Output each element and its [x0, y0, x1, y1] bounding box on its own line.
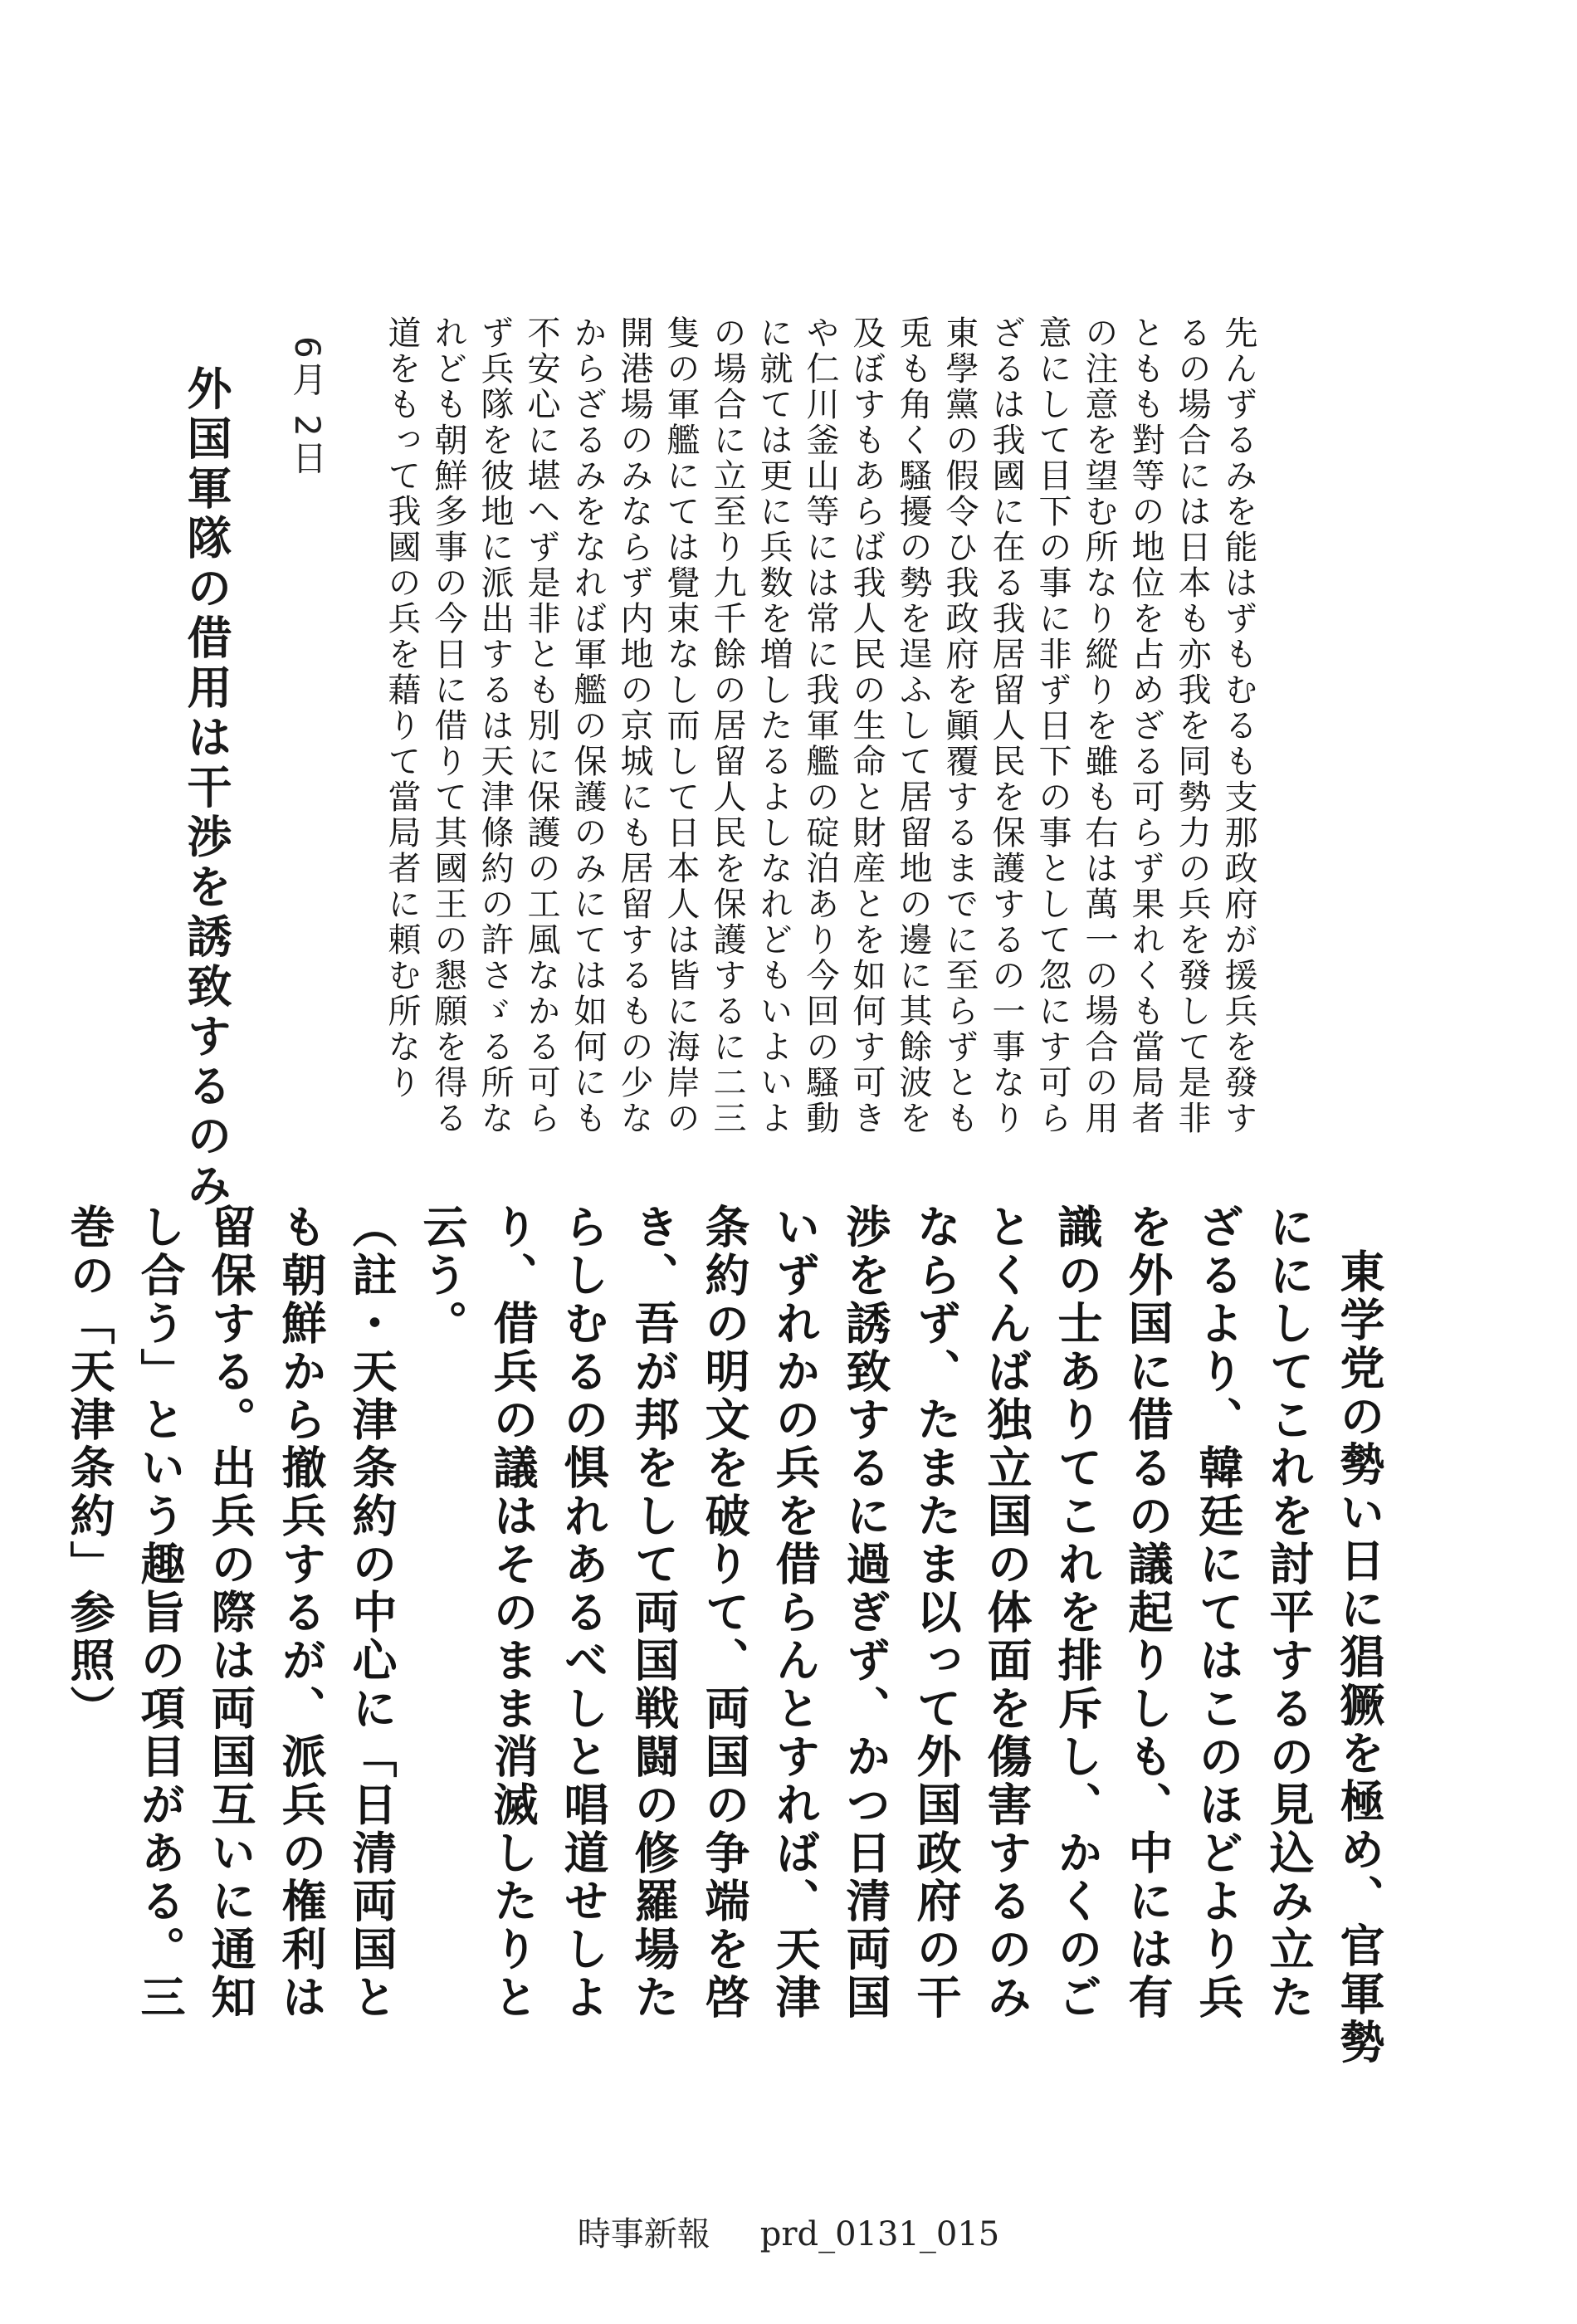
- editor-note: （註・天津条約の中心に「日清両国とも朝鮮から撤兵するが、派兵の権利は留保する。出兵の際は両国互いに通知し合う」という趣旨の項目がある。三巻の「天津条約」参照）: [63, 1204, 398, 2022]
- modern-article-text: [63, 1204, 1394, 2067]
- article-headline: 外国軍隊の借用は干渉を誘致するのみ: [180, 365, 232, 1212]
- original-article-paragraph: 先んずるみを能はずもむるも支那政府が援兵を發するの場合には日本も亦我を同勢力の兵を發して是非ともも對等の地位を占めざる可らず果れくも當局者の注意を望む所なり縱りを雖も右は萬一の場合の用意にして目下の事に非ず日下の事として忽にす可らざるは我國に在る我居留人民を保護するの一事なり東學黨の假令ひ我政府を顚覆するまでに至らずとも兎も角く騷擾の勢を逞ふして居留地の邊に其餘波を及ぼすもあらば我人民の生命と財産とを如何す可きや仁川釜山等には常に我軍艦の碇泊あり今回の騷動に就ては更に兵数を増したるよしなれどもいよいよの場合に立至り九千餘の居留人民を保護するに二三隻の軍艦にては覺束なし而して日本人は皆に海岸の開港場のみならず内地の京城にも居留するもの少なからざるみをなれば軍艦の保護のみにては如何にも不安心に堪へず是非とも別に保護の工風なかる可らず兵隊を彼地に派出するは天津條約の許さゞる所なれども朝鮮多事の今日に借りて其國王の懇願を得る道をもって我國の兵を藉りて當局者に頼む所なり: [383, 315, 1257, 1136]
- modern-paragraph: 東学党の勢い日に猖獗を極め、官軍勢ににしてこれを討平するの見込み立たざるより、韓廷にてはこのほどより兵を外国に借るの議起りしも、中には有識の士ありてこれを排斥し、かくのごとくんば独立国の体面を傷害するのみならず、たまたま以って外国政府の干渉を誘致するに過ぎず、かつ日清両国いずれかの兵を借らんとすれば、天津条約の明文を破りて、両国の争端を啓き、吾が邦をして両国戦闘の修羅場たらしむるの惧れあるべしと唱道せしより、借兵の議はそのまま消滅したりと云う。: [416, 1204, 1385, 2067]
- article-date: 6月 2日: [287, 336, 328, 478]
- document-code: prd_0131_015: [759, 2215, 1000, 2253]
- source-name: 時事新報: [577, 2215, 710, 2253]
- page-footer: [0, 2208, 1577, 2255]
- original-article-text: [383, 315, 1262, 1170]
